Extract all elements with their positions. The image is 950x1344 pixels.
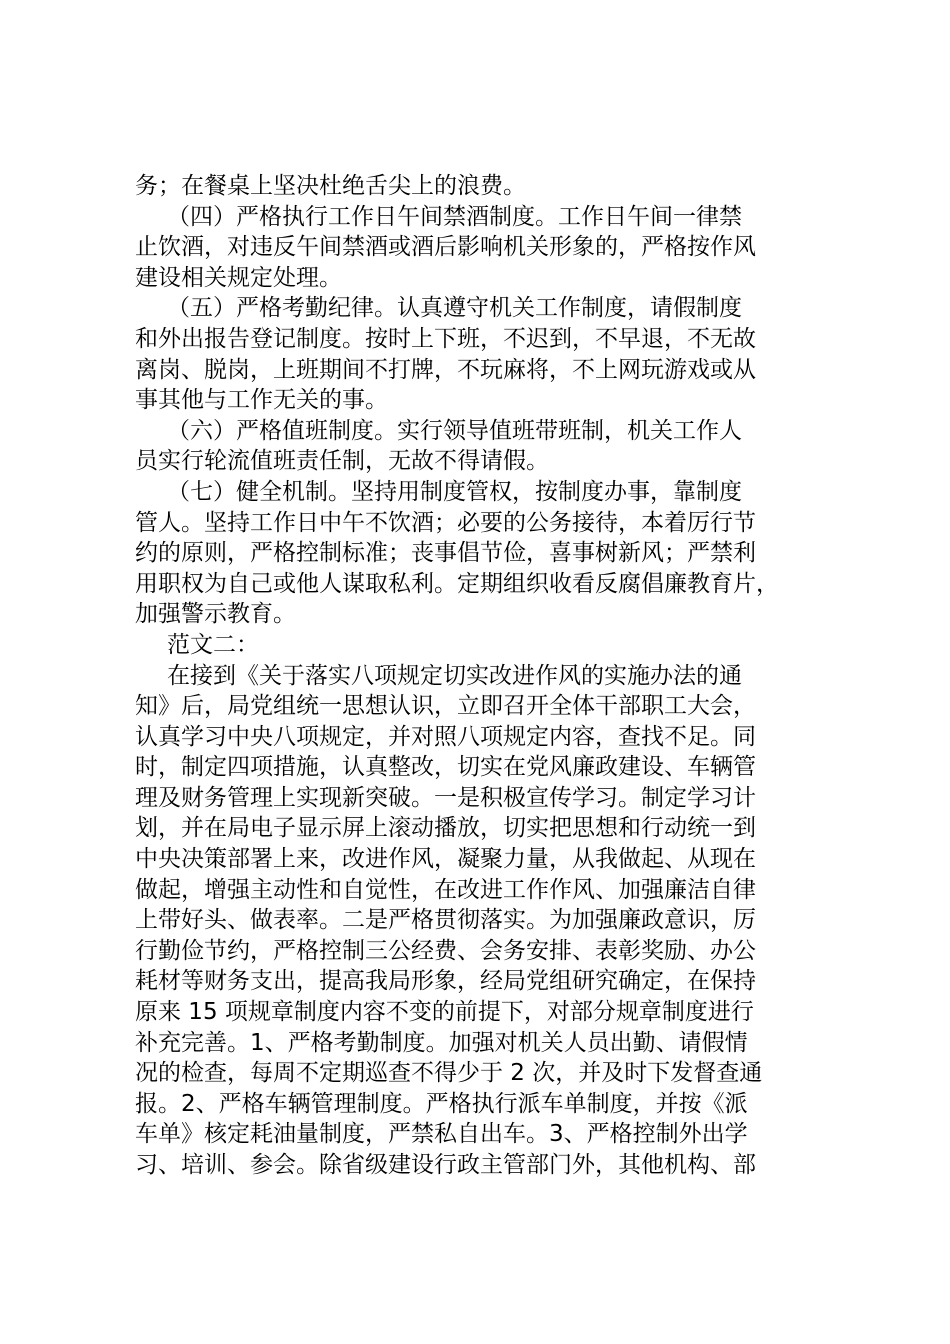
text-line: （六）严格值班制度。实行领导值班带班制，机关工作人 [167, 417, 742, 444]
text-line: 止饮酒，对违反午间禁酒或酒后影响机关形象的，严格按作风 [135, 234, 756, 261]
text-line: 补充完善。1、严格考勤制度。加强对机关人员出勤、请假情 [135, 1029, 748, 1056]
text-line: 建设相关规定处理。 [135, 264, 342, 291]
text-line: （五）严格考勤纪律。认真遵守机关工作制度，请假制度 [167, 295, 742, 322]
text-line: 时，制定四项措施，认真整改，切实在党风廉政建设、车辆管 [135, 754, 756, 781]
text-line: 况的检查，每周不定期巡查不得少于 2 次，并及时下发督查通 [135, 1060, 763, 1087]
text-line: 用职权为自己或他人谋取私利。定期组织收看反腐倡廉教育片， [135, 570, 779, 597]
text-line: 中央决策部署上来，改进作风，凝聚力量，从我做起、从现在 [135, 846, 756, 873]
text-line: 员实行轮流值班责任制，无故不得请假。 [135, 448, 549, 475]
text-line: 理及财务管理上实现新突破。一是积极宣传学习。制定学习计 [135, 784, 756, 811]
text-line: （七）健全机制。坚持用制度管权，按制度办事，靠制度 [167, 478, 742, 505]
document-body [135, 171, 825, 1181]
text-line: 原来 15 项规章制度内容不变的前提下，对部分规章制度进行 [135, 999, 754, 1026]
text-line: 习、培训、参会。除省级建设行政主管部门外，其他机构、部 [135, 1152, 756, 1178]
text-line: 做起，增强主动性和自觉性，在改进工作作风、加强廉洁自律 [135, 876, 756, 903]
text-line: 约的原则，严格控制标准；丧事倡节俭，喜事树新风；严禁利 [135, 540, 756, 567]
text-line: 划，并在局电子显示屏上滚动播放，切实把思想和行动统一到 [135, 815, 756, 842]
text-line: 范文二： [167, 631, 259, 658]
text-line: 车单》核定耗油量制度，严禁私自出车。3、严格控制外出学 [135, 1121, 748, 1148]
text-line: 行勤俭节约，严格控制三公经费、会务安排、表彰奖励、办公 [135, 937, 756, 964]
text-line: 报。2、严格车辆管理制度。严格执行派车单制度，并按《派 [135, 1090, 748, 1117]
text-line: 上带好头、做表率。二是严格贯彻落实。为加强廉政意识，厉 [135, 907, 756, 934]
text-line: 务；在餐桌上坚决杜绝舌尖上的浪费。 [135, 173, 526, 199]
text-line: 和外出报告登记制度。按时上下班，不迟到，不早退，不无故 [135, 325, 756, 352]
text-line: 认真学习中央八项规定，并对照八项规定内容，查找不足。同 [135, 723, 756, 750]
text-line: 知》后，局党组统一思想认识，立即召开全体干部职工大会， [135, 693, 756, 720]
text-line: （四）严格执行工作日午间禁酒制度。工作日午间一律禁 [167, 203, 742, 230]
text-line: 耗材等财务支出，提高我局形象，经局党组研究确定，在保持 [135, 968, 756, 995]
text-line: 加强警示教育。 [135, 601, 296, 628]
text-line: 事其他与工作无关的事。 [135, 387, 388, 414]
text-line: 离岗、脱岗，上班期间不打牌，不玩麻将，不上网玩游戏或从 [135, 356, 756, 383]
text-line: 在接到《关于落实八项规定切实改进作风的实施办法的通 [167, 662, 742, 689]
text-line: 管人。坚持工作日中午不饮酒；必要的公务接待，本着厉行节 [135, 509, 756, 536]
